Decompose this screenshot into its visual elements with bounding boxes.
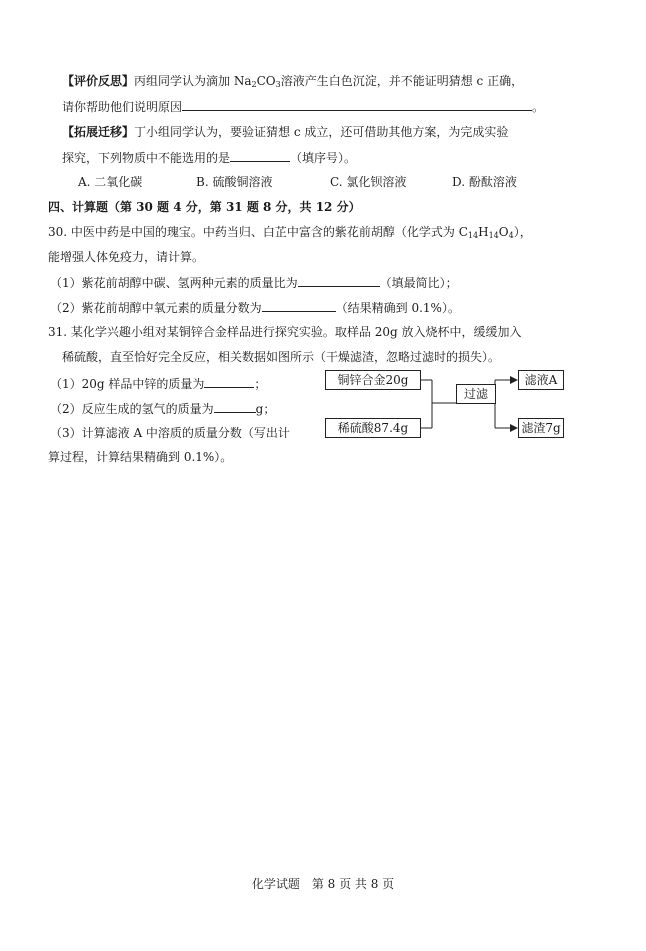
diagram-box-filter: 过滤 xyxy=(456,384,496,404)
extend-text-2: 探究，下列物质中不能选用的是 xyxy=(62,151,231,165)
eval-text-2-end: 。 xyxy=(532,100,545,114)
q30-formula-h: H xyxy=(478,225,489,239)
q30-line-2: 能增强人体免疫力，请计算。 xyxy=(48,250,205,264)
q31-part-3-line-2: 算过程，计算结果精确到 0.1%）。 xyxy=(48,450,233,464)
q30-text-1: 30. 中医中药是中国的瑰宝。中药当归、白芷中富含的紫花前胡醇（化学式为 C xyxy=(48,225,468,239)
q30-part-2-end: （结果精确到 0.1%）。 xyxy=(335,301,460,315)
extend-option-a: A. 二氧化碳 xyxy=(78,175,143,189)
q31-line-2: 稀硫酸，直至恰好完全反应，相关数据如图所示（干燥滤渣，忽略过滤时的损失）。 xyxy=(62,350,501,364)
q31-line-1: 31. 某化学兴趣小组对某铜锌合金样品进行探究实验。取样品 20g 放入烧杯中，缓缓加入 xyxy=(48,325,522,339)
diagram-box-acid: 稀硫酸87.4g xyxy=(325,418,421,438)
diagram-box-filtrate: 滤液A xyxy=(518,370,564,390)
extend-option-c: C. 氯化钡溶液 xyxy=(330,175,407,189)
diagram-box-residue: 滤渣7g xyxy=(518,418,564,438)
eval-text-2: 请你帮助他们说明原因 xyxy=(62,100,183,114)
q30-text-1-end: ）， xyxy=(513,225,532,239)
q30-part-1-end: （填最简比）； xyxy=(379,276,458,290)
eval-sub-2: 3 xyxy=(275,80,281,89)
eval-sub-1: 2 xyxy=(251,80,257,89)
page-footer: 化学试题 第 8 页 共 8 页 xyxy=(251,877,395,891)
q31-part-3-line-1: （3）计算滤液 A 中溶质的质量分数（写出计 xyxy=(50,426,290,440)
extend-option-d: D. 酚酞溶液 xyxy=(452,175,517,189)
q30-sub-2: 14 xyxy=(488,231,499,240)
q31-part-2-text: （2）反应生成的氢气的质量为 xyxy=(50,402,214,416)
q30-part-2-text: （2）紫花前胡醇中氧元素的质量分数为 xyxy=(50,301,262,315)
extend-text-2-end: （填序号）。 xyxy=(290,151,357,165)
eval-text-1c: 溶液产生白色沉淀，并不能证明猜想 c 正确， xyxy=(280,74,524,88)
diagram-residue-arrowhead xyxy=(510,424,518,432)
eval-tag: 【评价反思】 xyxy=(62,74,135,88)
eval-text-1b: CO xyxy=(256,74,276,88)
extend-tag: 【拓展迁移】 xyxy=(62,125,135,139)
extend-option-b: B. 硫酸铜溶液 xyxy=(196,175,273,189)
q31-part-1-end: ； xyxy=(254,377,267,391)
q30-formula-o: O xyxy=(498,225,509,239)
q31-part-2-end: g； xyxy=(255,402,276,416)
section-4-heading: 四、计算题（第 30 题 4 分，第 31 题 8 分，共 12 分） xyxy=(48,200,361,214)
q30-sub-1: 14 xyxy=(467,231,479,240)
diagram-box-alloy: 铜锌合金20g xyxy=(325,370,421,390)
q30-part-1-text: （1）紫花前胡醇中碳、氢两种元素的质量比为 xyxy=(50,276,298,290)
q31-part-1-text: （1）20g 样品中锌的质量为 xyxy=(50,377,205,391)
q30-sub-3: 4 xyxy=(508,231,514,240)
extend-text-1: 丁小组同学认为，要验证猜想 c 成立，还可借助其他方案，为完成实验 xyxy=(134,125,509,139)
diagram-filtrate-arrowhead xyxy=(510,376,518,384)
eval-text-1a: 丙组同学认为滴加 Na xyxy=(134,74,252,88)
